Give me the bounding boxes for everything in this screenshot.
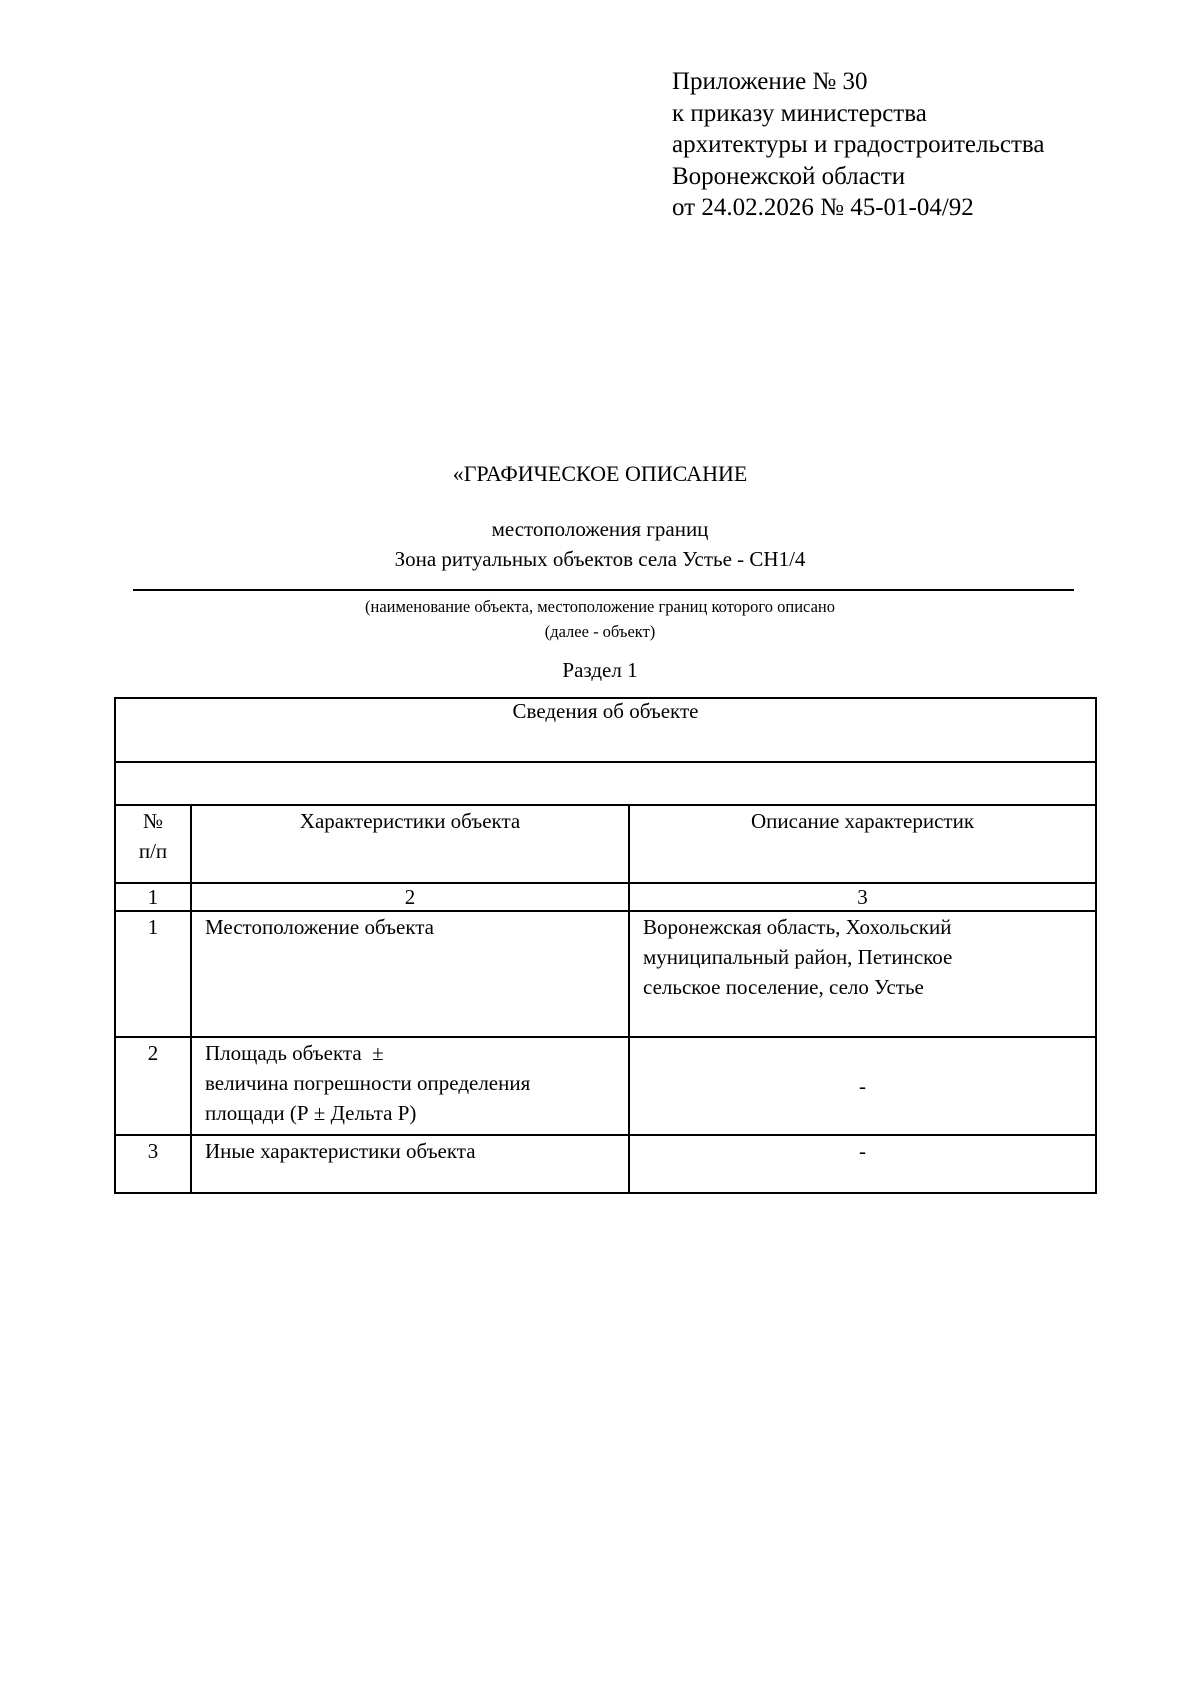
- description-line: сельское поселение, село Устье: [643, 975, 924, 999]
- underline-rule: [133, 589, 1074, 591]
- table-row: [115, 1037, 1096, 1135]
- object-caption: [0, 594, 1200, 644]
- characteristic-line: площади (Р ± Дельта Р): [205, 1101, 417, 1125]
- description-header: Описание характеристик: [629, 805, 1096, 883]
- row-number: 1: [115, 911, 191, 1037]
- characteristics-header: Характеристики объекта: [191, 805, 629, 883]
- characteristic-line: Площадь объекта ±: [205, 1041, 384, 1065]
- appendix-line: от 24.02.2026 № 45-01-04/92: [672, 194, 974, 221]
- appendix-line: к приказу министерства: [672, 99, 927, 127]
- object-info-table: [114, 697, 1097, 1194]
- characteristic-line: величина погрешности определения: [205, 1071, 531, 1095]
- description-line: Воронежская область, Хохольский: [643, 915, 952, 939]
- table-row: [115, 911, 1096, 1037]
- caption-line: (наименование объекта, местоположение границ которого описано: [365, 597, 835, 616]
- column-number: 2: [191, 883, 629, 911]
- appendix-line: Воронежской области: [672, 162, 906, 190]
- row-description: [629, 911, 1096, 1037]
- table-heading-row: [115, 698, 1096, 762]
- num-header-line: №: [142, 809, 164, 833]
- num-header: [115, 805, 191, 883]
- row-description: -: [629, 1135, 1096, 1193]
- document-subtitle: [0, 514, 1200, 574]
- table-heading: Сведения об объекте: [115, 698, 1096, 762]
- description-line: муниципальный район, Петинское: [643, 945, 953, 969]
- table-row: [115, 1135, 1096, 1193]
- row-number: 3: [115, 1135, 191, 1193]
- row-characteristic: Местоположение объекта: [191, 911, 629, 1037]
- column-number: 3: [629, 883, 1096, 911]
- section-label: Раздел 1: [562, 658, 638, 682]
- row-characteristic: Иные характеристики объекта: [191, 1135, 629, 1193]
- empty-cell: [115, 762, 1096, 805]
- appendix-block: [672, 66, 1172, 224]
- document-title: «ГРАФИЧЕСКОЕ ОПИСАНИЕ: [452, 461, 748, 486]
- row-number: 2: [115, 1037, 191, 1135]
- caption-line: (далее - объект): [544, 622, 656, 641]
- column-header-row: [115, 805, 1096, 883]
- table-empty-row: [115, 762, 1096, 805]
- row-description: -: [629, 1037, 1096, 1135]
- subtitle-line: Зона ритуальных объектов села Устье - СН1/4: [394, 547, 806, 571]
- row-characteristic: [191, 1037, 629, 1135]
- column-number: 1: [115, 883, 191, 911]
- appendix-line: Приложение № 30: [672, 68, 868, 95]
- column-number-row: [115, 883, 1096, 911]
- appendix-line: архитектуры и градостроительства: [672, 131, 1045, 158]
- num-header-line: п/п: [138, 839, 168, 863]
- subtitle-line: местоположения границ: [491, 517, 709, 541]
